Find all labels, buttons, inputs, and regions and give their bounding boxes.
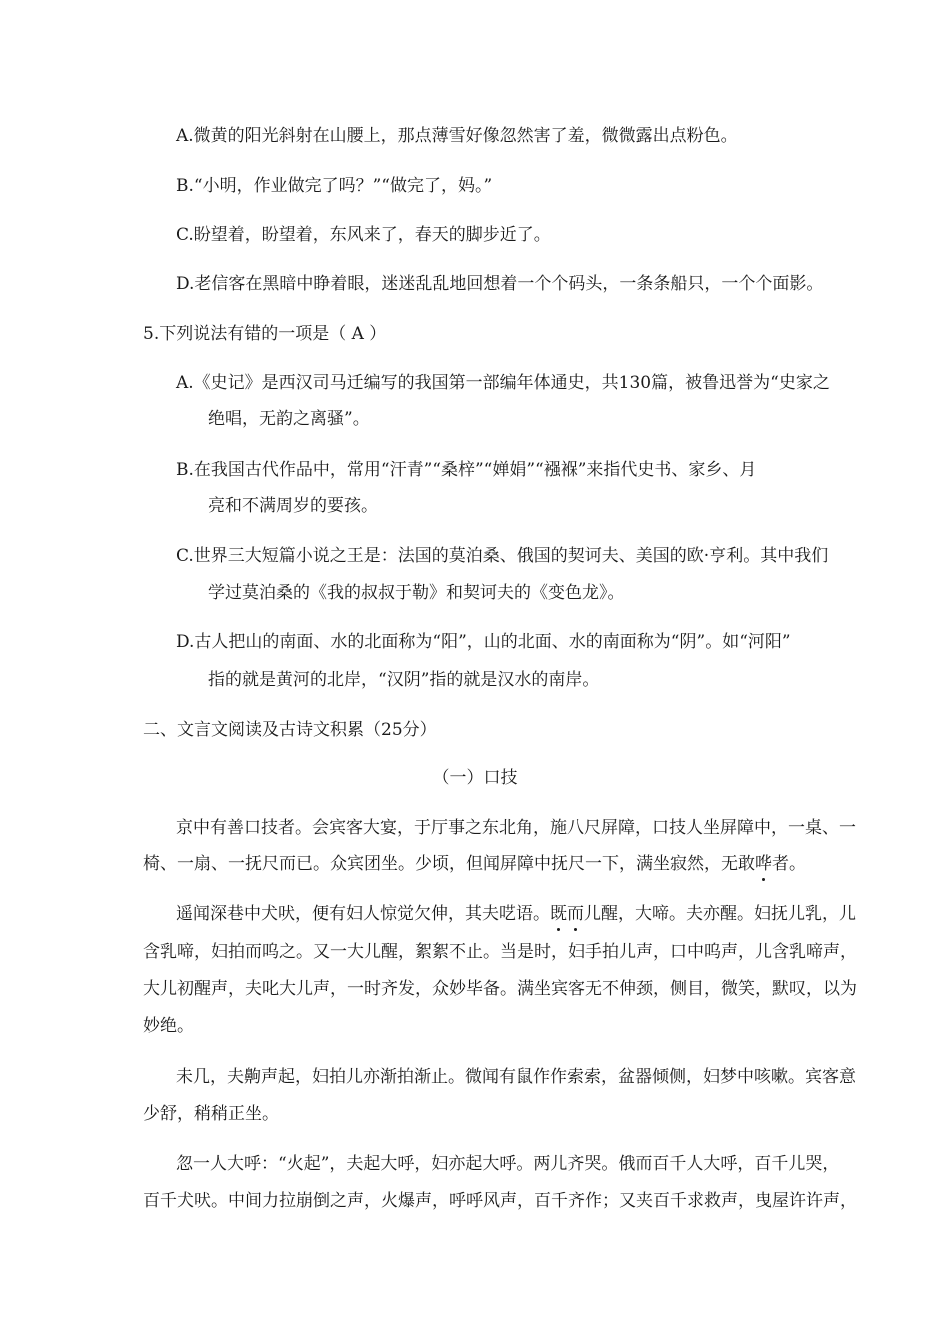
q5-option-d-line1: D.古人把山的南面、水的北面称为“阳”，山的北面、水的南面称为“阴”。如“河阳” [176,632,791,652]
q5-stem: 5.下列说法有错的一项是（ A ） [143,324,387,344]
text-run: 椅、一扇、一抚尺而已。众宾团坐。少顷，但闻屏障中抚尺一下，满坐寂然，无敢 [143,854,755,874]
paragraph-3-line-1: 未几，夫齁声起，妇拍儿亦渐拍渐止。微闻有鼠作作索索，盆器倾侧，妇梦中咳嗽。宾客意 [176,1067,856,1087]
paragraph-2-line-1 [176,906,856,923]
text-run: 者。 [772,854,806,874]
paragraph-4-line-1: 忽一人大呼：“火起”，夫起大呼，妇亦起大呼。两儿齐哭。俄而百千人大呼，百千儿哭， [176,1154,840,1174]
q5-option-b-line2: 亮和不满周岁的要孩。 [208,496,378,516]
emphasis-dot-char: 哗 [755,854,772,874]
paragraph-4-line-2: 百千犬吠。中间力拉崩倒之声，火爆声，呼呼风声，百千齐作；又夹百千求救声，曳屋许许声， [143,1191,857,1211]
section-heading: 二、文言文阅读及古诗文积累（25分） [143,720,437,740]
paragraph-1-line-1: 京中有善口技者。会宾客大宴，于厅事之东北角，施八尺屏障，口技人坐屏障中，一桌、一 [176,818,856,838]
paragraph-2-line-3: 大儿初醒声，夫叱大儿声，一时齐发，众妙毕备。满坐宾客无不伸颈，侧目，微笑，默叹，以为 [143,979,857,999]
q5-option-c-line2: 学过莫泊桑的《我的叔叔于勒》和契诃夫的《变色龙》。 [208,583,625,603]
q4-option-b: B.“小明，作业做完了吗？”“做完了，妈。” [176,176,493,196]
text-run: 儿醒，大啼。夫亦醒。妇抚儿乳，儿 [584,904,856,924]
q5-option-a-line2: 绝唱，无韵之离骚”。 [208,409,370,429]
q5-option-a-line1: A.《史记》是西汉司马迁编写的我国第一部编年体通史，共130篇，被鲁迅誉为“史家之 [176,373,830,393]
emphasis-dot-char: 既 [550,904,567,924]
q5-option-c-line1: C.世界三大短篇小说之王是：法国的莫泊桑、俄国的契诃夫、美国的欧·亨利。其中我们 [176,546,829,566]
text-run: 遥闻深巷中犬吠，便有妇人惊觉欠伸，其夫呓语。 [176,904,550,924]
paragraph-2-line-4: 妙绝。 [143,1016,194,1036]
emphasis-dot-char: 而 [567,904,584,924]
paragraph-2-line-2: 含乳啼，妇拍而呜之。又一大儿醒，絮絮不止。当是时，妇手拍儿声，口中呜声，儿含乳啼声， [143,942,857,962]
q5-option-b-line1: B.在我国古代作品中，常用“汗青”“桑梓”“婵娟”“襁褓”来指代史书、家乡、月 [176,460,757,480]
paragraph-3-line-2: 少舒，稍稍正坐。 [143,1104,279,1124]
q4-option-a: A.微黄的阳光斜射在山腰上，那点薄雪好像忽然害了羞，微微露出点粉色。 [176,126,738,146]
q4-option-d: D.老信客在黑暗中睁着眼，迷迷乱乱地回想着一个个码头，一条条船只，一个个面影。 [176,274,824,294]
paragraph-1-line-2 [143,856,806,873]
passage-title: （一）口技 [432,768,518,788]
q4-option-c: C.盼望着，盼望着，东风来了，春天的脚步近了。 [176,225,551,245]
q5-option-d-line2: 指的就是黄河的北岸，“汉阴”指的就是汉水的南岸。 [208,670,600,690]
